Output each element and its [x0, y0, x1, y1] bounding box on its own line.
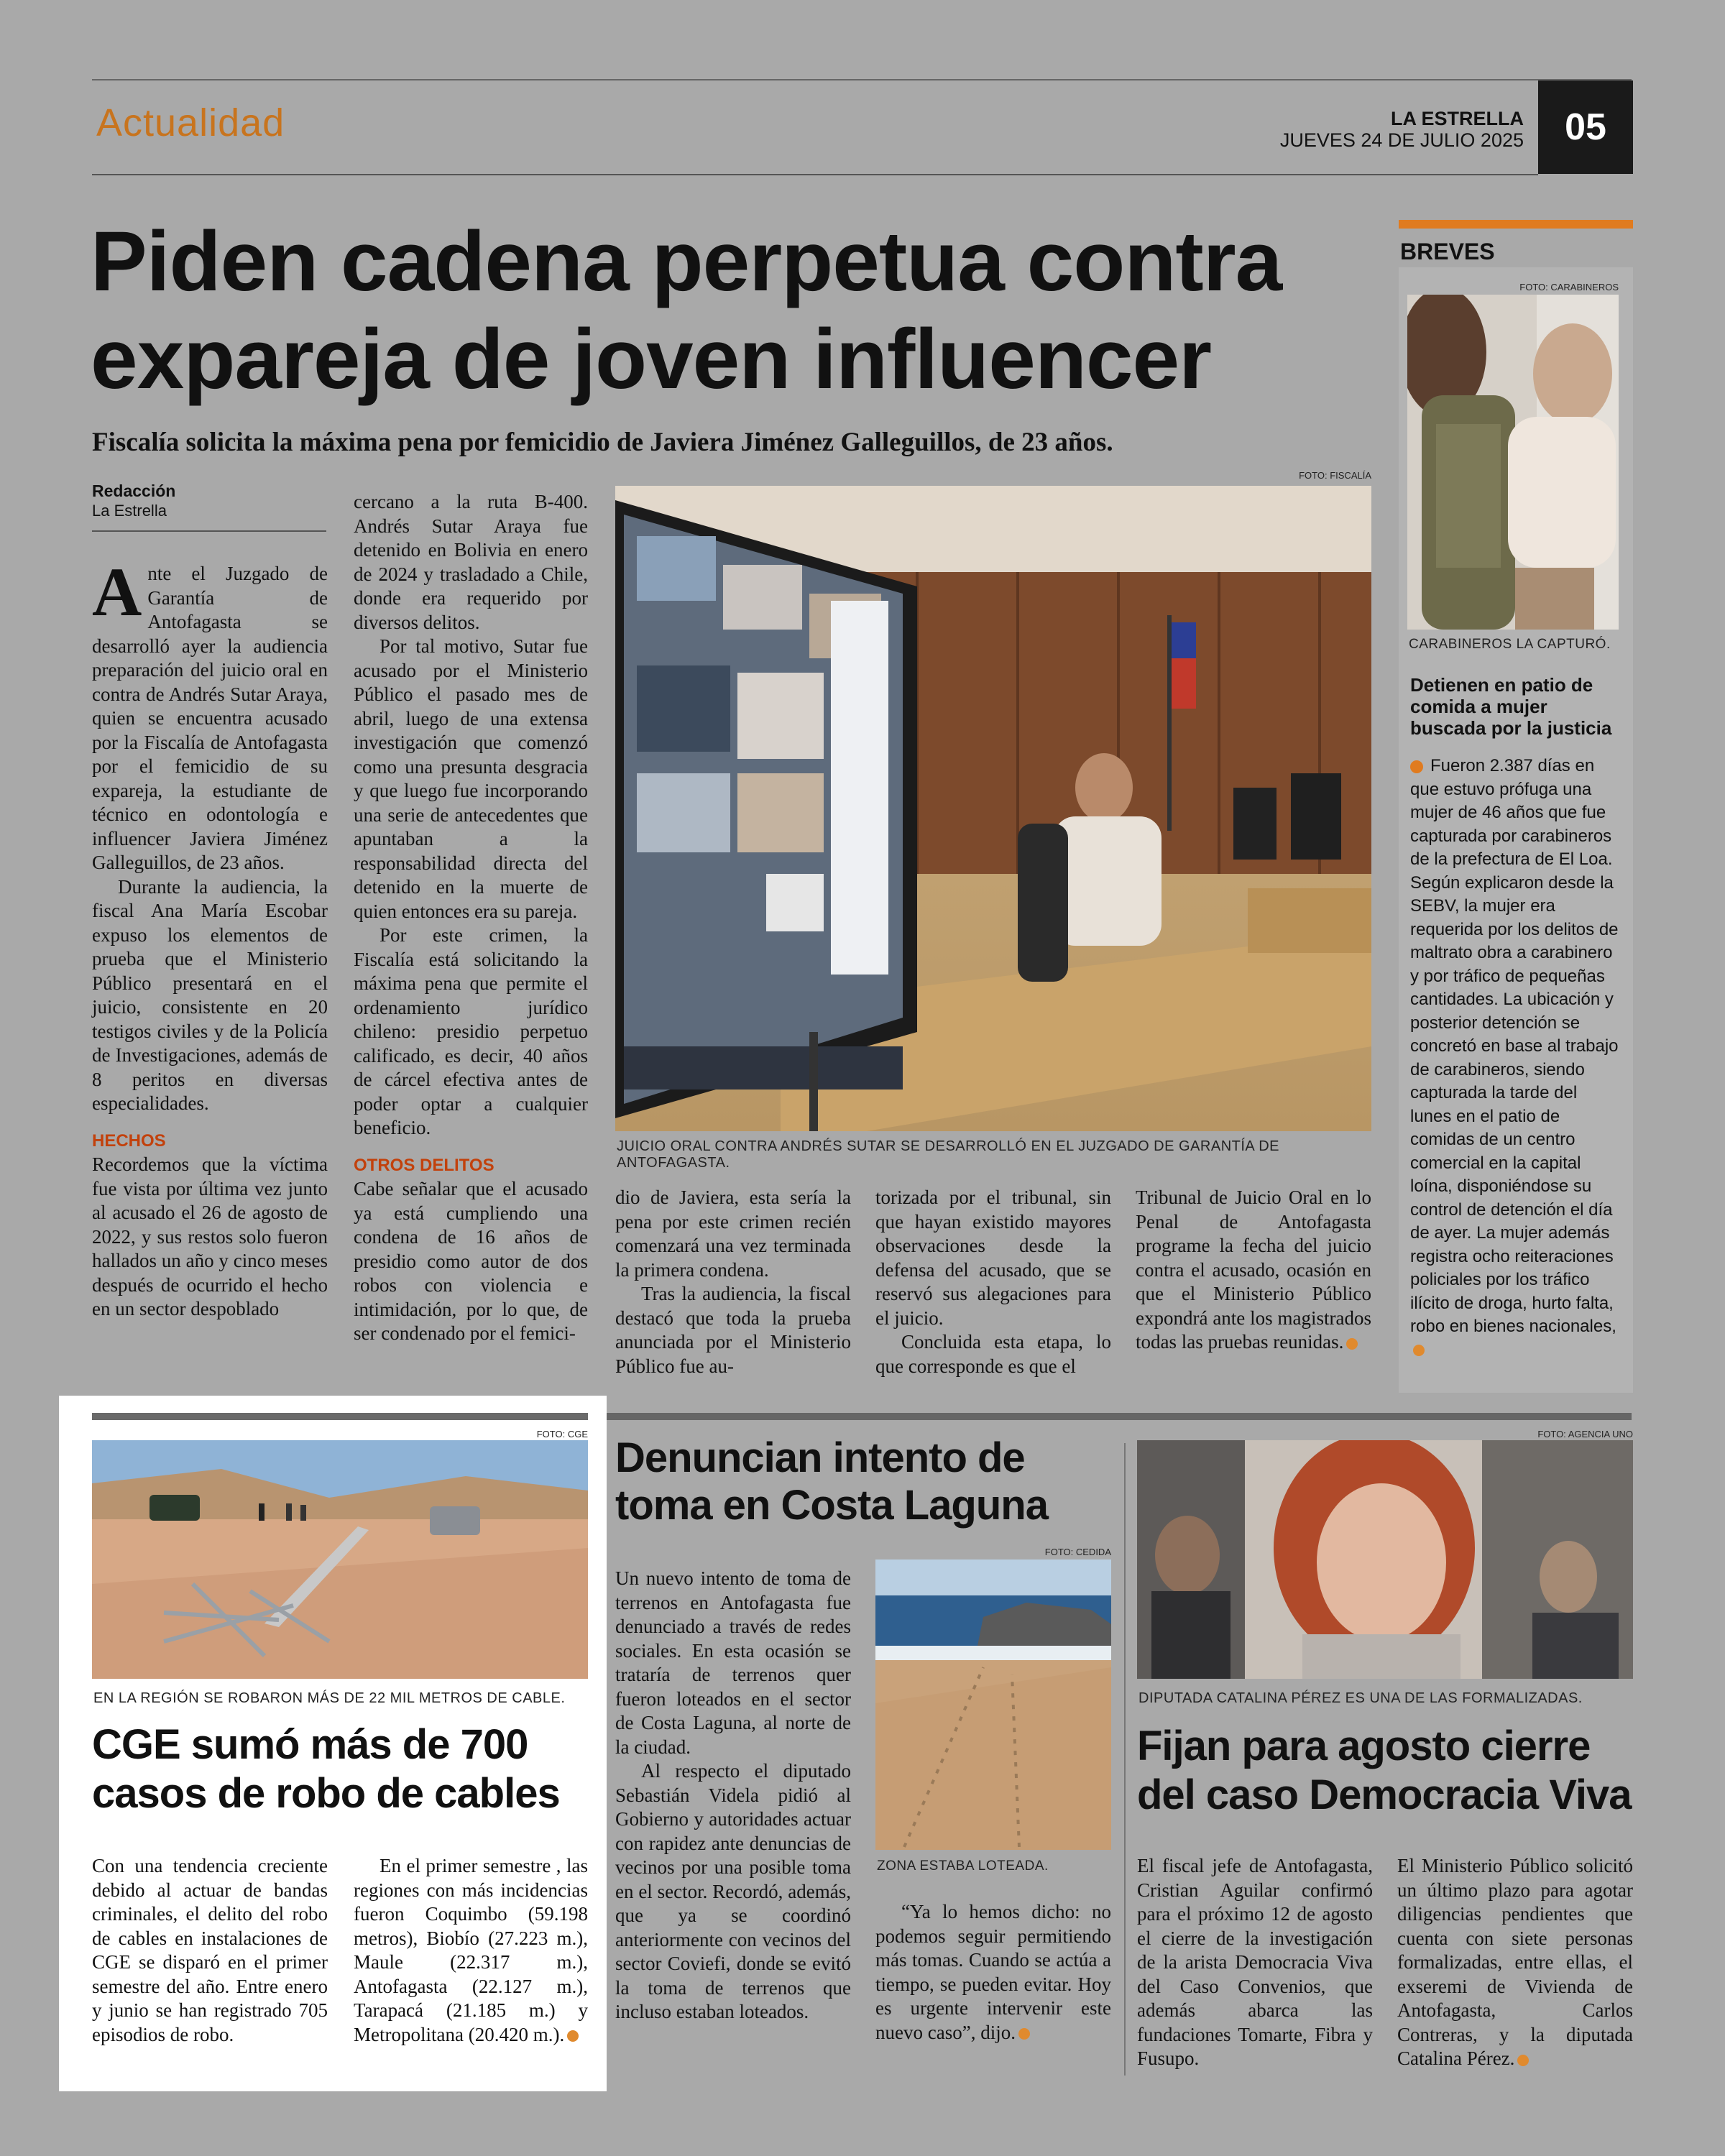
cge-photo — [92, 1440, 588, 1679]
main-headline: Piden cadena perpetua contra expareja de joven influencer — [91, 214, 1282, 407]
end-mark-icon — [1517, 2055, 1529, 2066]
main-subheadline: Fiscalía solicita la máxima pena por femicidio de Javiera Jiménez Galleguillos, de 23 años. — [92, 428, 1113, 457]
paper-name: LA ESTRELLA — [1391, 108, 1524, 129]
democracia-photo — [1137, 1440, 1633, 1679]
laguna-photo-credit: FOTO: CEDIDA — [1044, 1547, 1111, 1557]
drop-cap: A — [92, 553, 142, 630]
cge-top-rule — [92, 1413, 588, 1420]
democracia-photo-caption: DIPUTADA CATALINA PÉREZ ES UNA DE LAS FORMALIZADAS. — [1138, 1690, 1583, 1706]
end-mark-icon — [1018, 2028, 1030, 2040]
democracia-column-2: El Ministerio Público solicitó un último plazo para agotar diligencias pendientes que cuenta con siete personas formalizadas, entre ellas, el exseremi de Vivienda de Antofagasta, Carlos Contreras, y la diputada Catalina Pérez. — [1397, 1855, 1633, 2069]
main-photo-credit: FOTO: FISCALÍA — [1299, 470, 1371, 481]
main-column-1: Ante el Juzgado de Garantía de Antofagasta se desarrolló ayer la audiencia preparación del juicio oral en contra de Andrés Sutar Araya, quien se encuentra acusado por la Fiscalía de Antofagasta por el femicidio de su expareja, la estudiante de técnico en odontología e influencer Javiera Jiménez Galleguillos, de 23 años. Durante la audiencia, la fiscal Ana María Escobar expuso los elementos de prueba que el Ministerio Público presentará en el juicio, consistente en 20 testigos civiles y de la Policía de Investigaciones, además de 8 peritos en diversas especialidades. HECHOS Recordemos que la víctima fue vista por última vez junto al acusado el 26 de agosto de 2022, y sus restos solo fueron hallados un año y cinco meses después de ocurrido el hecho en un sector despoblado — [92, 553, 328, 1319]
main-column-3: dio de Javiera, esta sería la pena por este crimen recién comenzará una vez terminada la primera condena. Tras la audiencia, la fiscal destacó que toda la prueba anunciada por el Ministerio Público fue au- — [615, 1187, 851, 1377]
breves-label: BREVES — [1400, 239, 1495, 264]
cge-headline: CGE sumó más de 700 casos de robo de cables — [92, 1721, 560, 1817]
courtroom-illustration — [615, 486, 1371, 1131]
end-mark-icon — [567, 2030, 579, 2042]
breves-headline: Detienen en patio de comida a mujer buscada por la justicia — [1410, 674, 1612, 739]
page-number: 05 — [1538, 80, 1633, 174]
main-column-2: cercano a la ruta B-400. Andrés Sutar Araya fue detenido en Bolivia en enero de 2024 y trasladado a Chile, donde era requerido por diversos delitos. Por tal motivo, Sutar fue acusado por el Ministerio Público el pasado mes de abril, luego de una extensa investigación que comenzó como una presunta desgracia y que luego fue incorporando una serie de antecedentes que apuntaban a la responsabilidad directa del detenido en la muerte de quien entonces era su pareja. Por este crimen, la Fiscalía está solicitando la máxima pena que permite el ordenamiento jurídico chileno: presidio perpetuo calificado, es decir, 40 años de cárcel efectiva antes de poder optar a cualquier beneficio. OTROS DELITOS Cabe señalar que el acusado ya está cumpliendo una condena de 16 años de presidio como autor de dos robos con violencia e intimidación, por lo que, de ser condenado por el femici- — [354, 491, 588, 1344]
breves-body: Fueron 2.387 días en que estuvo prófuga una mujer de 46 años que fue capturada por carabineros de la prefectura de El Loa. Según explicaron desde la SEBV, la mujer era requerida por los delitos de maltrato obra a carabinero y por tráfico de pequeñas cantidades. La ubicación y posterior detención se concretó en base al trabajo de carabineros, siendo capturada la tarde del lunes en el patio de comidas de un centro comercial en la capital loína, disponiéndose su control de detención el día de ayer. La mujer además registra ocho reiteraciones policiales por los tráfico ilícito de droga, hurto falta, robo en bienes nacionales, — [1410, 755, 1619, 1362]
democracia-column-1: El fiscal jefe de Antofagasta, Cristian Aguilar confirmó para el próximo 12 de agosto el cierre de la investigación de la arista Democracia Viva del Caso Convenios, que además abarca las fundaciones Tomarte, Fibra y Fusupo. — [1137, 1855, 1373, 2069]
laguna-photo-caption: ZONA ESTABA LOTEADA. — [877, 1858, 1049, 1874]
cge-column-2: En el primer semestre , las regiones con más incidencias fueron Coquimbo (59.198 metros), Biobío (27.223 m.), Maule (22.317 m.), Antofagasta (22.127 m.), Tarapacá (21.185 m.) y Metropolitana (20.420 m.). — [354, 1855, 588, 2045]
deputy-illustration — [1137, 1440, 1633, 1679]
beach-illustration — [875, 1560, 1111, 1850]
section-label: Actualidad — [96, 101, 285, 144]
end-mark-icon — [1413, 1345, 1425, 1356]
subhead-hechos: HECHOS — [92, 1130, 166, 1151]
democracia-photo-credit: FOTO: AGENCIA UNO — [1537, 1429, 1633, 1439]
byline-name: Redacción — [92, 482, 176, 500]
end-mark-icon — [1346, 1338, 1358, 1350]
democracia-headline: Fijan para agosto cierre del caso Democracia Viva — [1137, 1723, 1632, 1818]
breves-photo-caption: CARABINEROS LA CAPTURÓ. — [1409, 637, 1611, 652]
header-rule-bottom — [92, 174, 1538, 175]
arrest-illustration — [1407, 295, 1619, 630]
laguna-column-1: Un nuevo intento de toma de terrenos en Antofagasta fue denunciado a través de redes sociales. En esta ocasión se trataría de terrenos quer fueron loteados en el sector de Costa Laguna, al norte de la ciudad. Al respecto el diputado Sebastián Videla pidió al Gobierno y autoridades actuar con rapidez ante denuncias de vecinos por una posible toma en el sector. Recordó, además, que ya se coordinó anteriormente con vecinos del sector Coviefi, donde se evitó la toma de terrenos que incluso estaban loteados. — [615, 1567, 851, 2022]
breves-photo-credit: FOTO: CARABINEROS — [1519, 282, 1619, 292]
header-rule-top — [92, 79, 1632, 80]
byline-rule — [92, 530, 326, 532]
breves-accent-bar — [1399, 220, 1633, 229]
subhead-otros-delitos: OTROS DELITOS — [354, 1155, 494, 1175]
main-column-4: torizada por el tribunal, sin que hayan existido mayores observaciones desde la defensa del acusado, que se reservó sus alegaciones para el juicio. Concluida esta etapa, lo que corresponde es que el — [875, 1187, 1111, 1377]
byline-org: La Estrella — [92, 502, 167, 520]
courtroom-photo — [615, 486, 1371, 1131]
main-photo-caption: JUICIO ORAL CONTRA ANDRÉS SUTAR SE DESARROLLÓ EN EL JUZGADO DE GARANTÍA DE ANTOFAGASTA. — [617, 1138, 1279, 1171]
laguna-headline: Denuncian intento de toma en Costa Laguna — [615, 1434, 1048, 1529]
cge-column-1: Con una tendencia creciente debido al actuar de bandas criminales, el delito del robo de cables en instalaciones de CGE se disparó en el primer semestre del año. Entre enero y junio se han registrado 705 episodios de robo. — [92, 1855, 328, 2045]
cable-theft-illustration — [92, 1440, 588, 1679]
cge-photo-credit: FOTO: CGE — [536, 1429, 588, 1439]
column-divider — [1124, 1443, 1126, 2076]
paper-date: JUEVES 24 DE JULIO 2025 — [1279, 129, 1524, 151]
cge-photo-caption: EN LA REGIÓN SE ROBARON MÁS DE 22 MIL METROS DE CABLE. — [93, 1690, 566, 1706]
laguna-column-2: “Ya lo hemos dicho: no podemos seguir permitiendo más tomas. Cuando se actúa a tiempo, se pueden evitar. Hoy es urgente intervenir este nuevo caso”, dijo. — [875, 1901, 1111, 2043]
laguna-photo — [875, 1560, 1111, 1850]
breves-photo — [1407, 295, 1619, 630]
main-column-5: Tribunal de Juicio Oral en lo Penal de Antofagasta programe la fecha del juicio contra el acusado, ocasión en que el Ministerio Público expondrá ante los magistrados todas las pruebas reunidas. — [1136, 1187, 1371, 1353]
bullet-icon — [1410, 760, 1423, 773]
